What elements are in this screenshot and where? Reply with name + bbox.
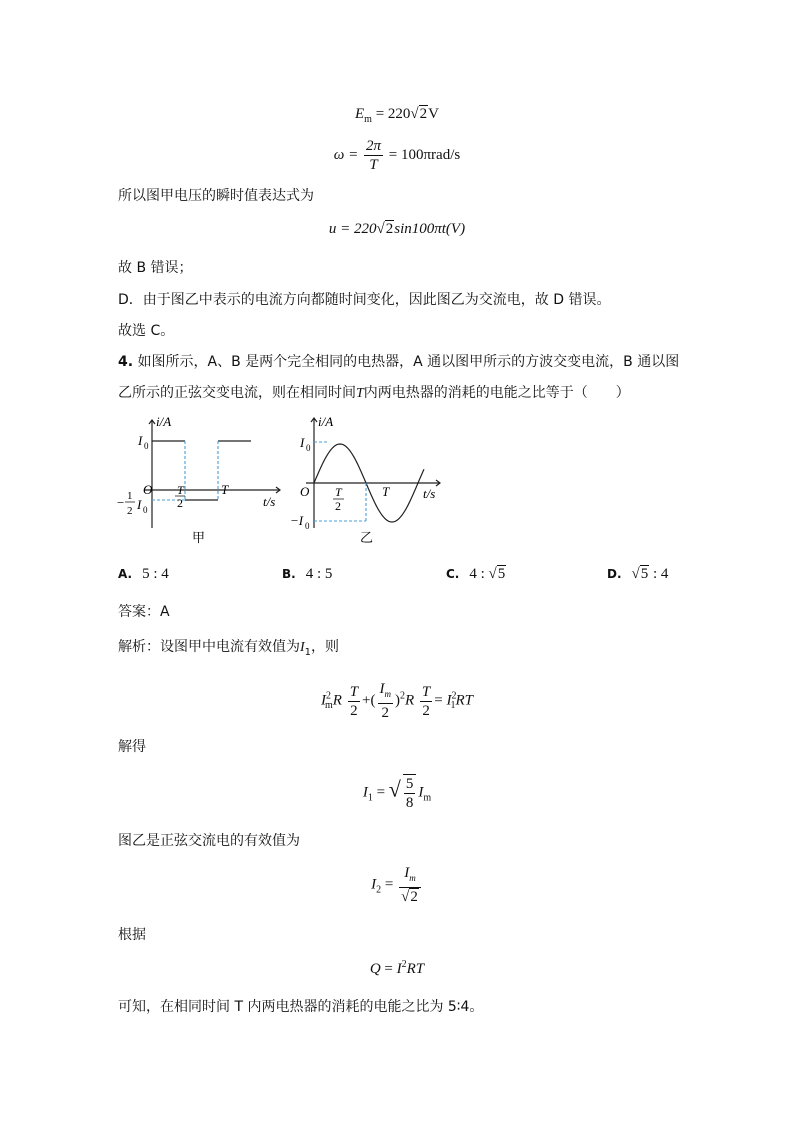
text-line-2: 故 B 错误； [118,260,193,276]
origin-label: O [143,482,153,497]
em-root: 2 [419,106,428,122]
i0-label: I [300,435,305,450]
equation-u: u = 220√2sin100πt(V) [328,221,466,237]
question-text-2b: 内两电热器的消耗的电能之比等于（ ） [363,385,630,401]
answer-line: 答案：A [118,604,170,620]
eq3-lhs: I [371,876,377,893]
equation-i1: $I_1$ = √ $\frac{5}{8}$ $I_m$ [362,776,432,811]
equation-i2 [0,864,794,906]
eq1-r: R [332,692,342,709]
eq3-num: I [404,865,410,881]
neg-i0-subscript: 0 [143,505,148,515]
eq1-rhs-sup: 2 [451,690,457,702]
option-c-root: 5 [497,566,506,582]
figure-sine-wave [290,410,450,550]
based-line: 根据 [118,927,146,943]
option-a-value: 5 : 4 [142,566,169,582]
eq1-rhs-sub: 1 [450,700,456,712]
eq1-close: ) [395,692,400,709]
option-c-letter: C. [446,567,460,581]
option-d[interactable]: D. √5 : 4 [607,566,669,582]
eq1-frac-2 [420,683,432,720]
neg-i0-subscript: 0 [305,521,310,531]
eq2-den: 8 [405,795,414,811]
i0-subscript: 0 [144,441,149,451]
text-line-4: 故选 C。 [118,323,175,339]
figure-caption-yi: 乙 [360,530,374,545]
origin-label: O [300,484,310,499]
eq4-i: I [396,961,402,977]
eq1-inner-den: 2 [381,705,389,721]
eq1-inner-num: I [379,681,385,697]
eq1-i-sub: m [324,700,333,712]
eq3-frac: $\frac{I_m}{√2}$ [399,864,421,906]
question-text-2a: 乙所示的正弦交变电流，则在相同时间 [118,385,356,401]
analysis-line [118,637,339,663]
eq1-i: I [320,692,326,709]
eq1-inner-frac [378,680,394,722]
u-root: 2 [385,221,394,237]
eq2-equals: = [376,784,386,801]
question-number: 4. [118,354,134,370]
option-d-value-post: : 4 [649,566,669,582]
eq2-num: 5 [405,776,414,792]
u-rhs: sin100πt(V) [394,221,466,237]
question-line-1 [118,352,679,372]
fig2-effective-line: 图乙是正弦交流电的有效值为 [118,833,300,849]
eq2-root-frac [403,774,417,812]
neg-i0-label: −I [290,513,304,528]
neg-i0-label: I [137,497,142,512]
option-b-letter: B. [282,567,296,581]
conclusion-line: 可知，在相同时间 T 内两电热器的消耗的电能之比为 5∶4。 [118,999,484,1015]
text-line-1: 所以图甲电压的瞬时值表达式为 [118,188,314,204]
option-a-letter: A. [118,567,133,581]
eq1-frac-den: 2 [350,702,358,719]
eq3-den-root: 2 [410,889,418,905]
eq1-plus: +( [362,692,376,709]
u-lhs: u = 220 [328,221,377,237]
eq1-i-sup: 2 [325,690,331,702]
i0-subscript: 0 [306,443,311,453]
half-t-denominator: 2 [335,499,341,513]
option-d-root: 5 [640,566,649,582]
omega-numerator: 2π [366,138,382,154]
analysis-var: I [300,640,305,655]
period-label: T [382,484,390,499]
em-subscript: m [364,114,372,125]
y-axis-label: i/A [318,414,334,429]
half-t-numerator: T [177,483,184,497]
question-line-2 [118,383,630,404]
eq3-lhs-sub: 2 [376,884,382,896]
eq4-lhs: Q [369,961,381,977]
eq1-frac [348,683,360,720]
eq4-rt: RT [406,961,425,977]
eq2-lhs-sub: 1 [367,792,373,804]
option-c[interactable]: C. 4 : √5 [446,566,506,582]
eq4-sup: 2 [401,959,407,970]
solve-line: 解得 [118,739,146,755]
eq1-square: 2 [400,690,405,702]
neg-half-numerator: 1 [127,490,133,502]
eq1-rhs-i: I [446,692,452,709]
eq1-inner-num-sub: m [384,689,391,699]
eq2-lhs: I [362,784,368,801]
em-symbol: E [355,106,365,122]
half-t-numerator: T [335,485,342,499]
figure-square-wave [115,410,285,550]
option-a[interactable] [118,566,169,583]
eq3-num-sub: m [409,873,416,883]
neg-sign: − [117,495,125,510]
x-axis-label: t/s [263,494,276,509]
question-t-symbol: T [356,386,364,401]
neg-half-denominator: 2 [127,505,133,517]
option-d-letter: D. [607,567,622,581]
figure-caption-jia: 甲 [192,530,206,545]
y-axis-label: i/A [156,414,172,429]
eq2-tail-sub: m [423,792,432,804]
eq1-frac2-num: T [421,683,431,700]
x-axis-label: t/s [423,486,436,501]
omega-rhs: = 100πrad/s [388,146,461,163]
i0-label: I [138,433,143,448]
eq1-frac-num: T [349,683,359,700]
period-label: T [221,482,229,497]
question-text-1: 如图所示，A、B 是两个完全相同的电热器，A 通以图甲所示的方波交变电流，B 通以图 [137,354,680,370]
em-unit: V [428,106,439,122]
em-value: = 220 [375,106,411,122]
analysis-prefix: 解析：设图甲中电流有效值为 [118,639,300,655]
omega-fraction [364,137,383,174]
eq1-rhs-rt: RT [455,692,473,709]
text-line-3: D．由于图乙中表示的电流方向都随时间变化，因此图乙为交流电，故 D 错误。 [118,292,611,308]
equation-q [0,959,794,978]
omega-denominator: T [369,157,378,173]
eq4-equals: = [384,961,393,977]
eq1-equals: = [434,692,443,709]
equation-em: $E_m = 220√2V$ [355,106,439,125]
analysis-var-subscript: 1 [304,646,312,658]
option-c-value-pre: 4 : [469,566,489,582]
eq1-frac2-den: 2 [422,702,430,719]
eq3-equals: = [384,876,394,893]
analysis-suffix: ，则 [311,639,340,655]
half-t-denominator: 2 [177,496,183,510]
eq2-tail: I [418,784,424,801]
equation-omega [0,137,794,174]
option-b[interactable] [282,566,332,583]
option-b-value: 4 : 5 [305,566,333,582]
omega-lhs: ω = [333,146,359,163]
equation-heat-balance: $I^2_mR$ $\frac{T}{2}$ +( $\frac{I_m}{2}$ )$^2$R $\frac{T}{2}$ = $I^2_1RT$ [320,681,473,721]
